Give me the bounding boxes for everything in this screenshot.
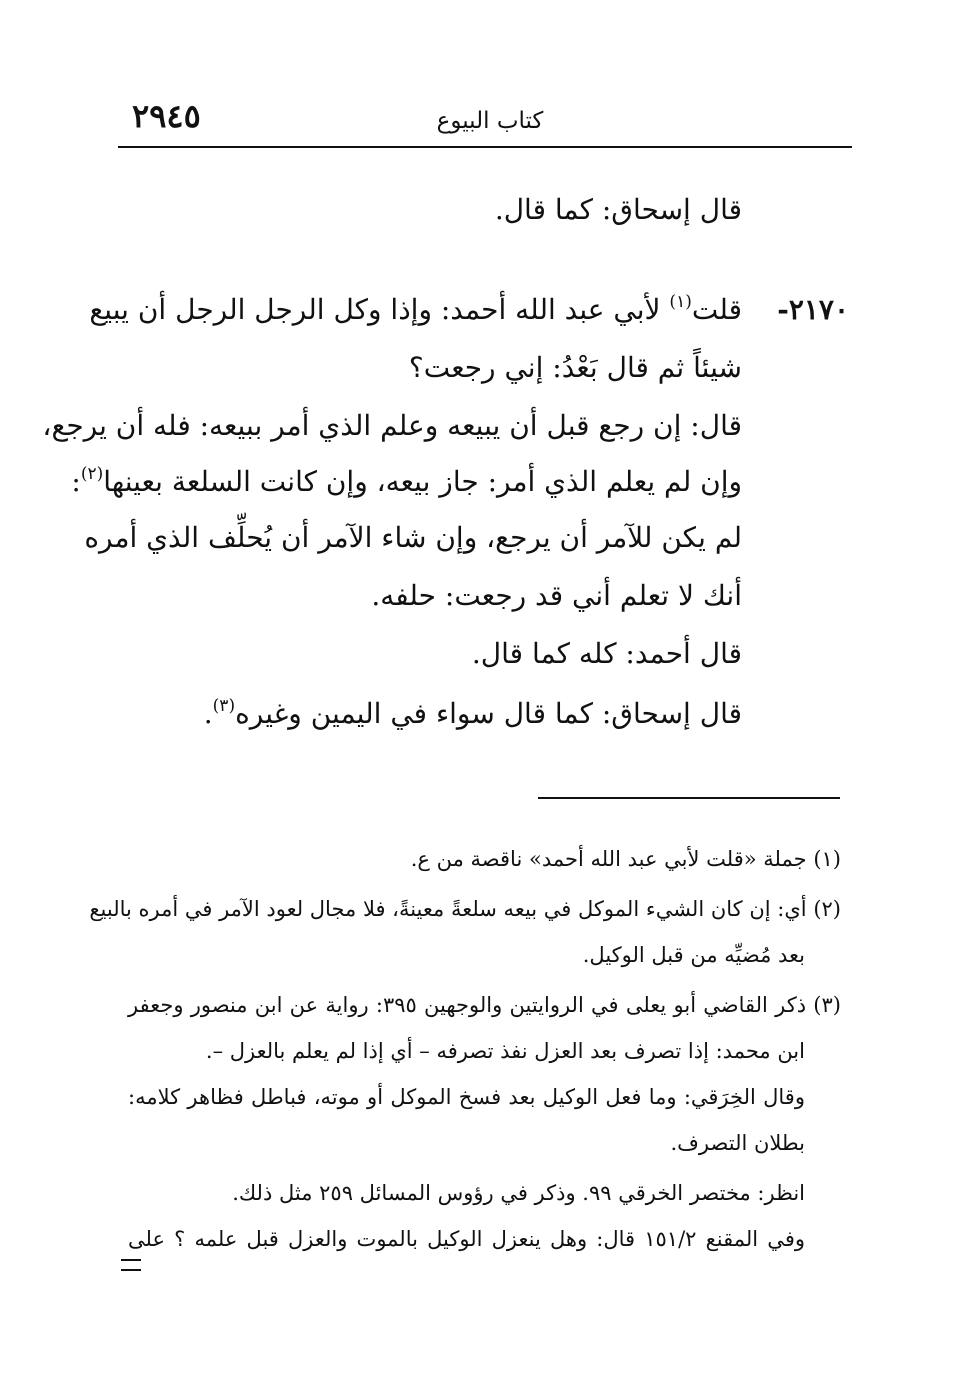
footnote-3-line-6: وفي المقنع ١٥١/٢ قال: وهل ينعزل الوكيل بالموت والعزل قبل علمه ؟ على xyxy=(128,1227,805,1251)
footnote-ref-2: (٢) xyxy=(80,464,104,484)
body-line-2: شيئاً ثم قال بَعْدُ: إني رجعت؟ xyxy=(408,351,742,384)
footnote-3-line-2: ابن محمد: إذا تصرف بعد العزل نفذ تصرفه – أي إذا لم يعلم بالعزل –. xyxy=(205,1039,805,1063)
body-line-3: قال: إن رجع قبل أن يبيعه وعلم الذي أمر ببيعه: فله أن يرجع، xyxy=(42,409,742,442)
body-line-4: وإن لم يعلم الذي أمر: جاز بيعه، وإن كانت السلعة بعينها$^{(٢)}$: xyxy=(71,464,742,498)
body-line-6: أنك لا تعلم أني قد رجعت: حلفه. xyxy=(371,579,742,612)
page-number: ٢٩٤٥ xyxy=(132,97,201,135)
footnote-2-continuation: بعد مُضيِّه من قبل الوكيل. xyxy=(582,943,805,967)
footnote-ref-3: (٣) xyxy=(212,696,236,716)
body-line-7: قال أحمد: كله كما قال. xyxy=(471,637,742,670)
footnote-1: (١) جملة «قلت لأبي عبد الله أحمد» ناقصة من ع. xyxy=(410,847,841,871)
body-line-8: قال إسحاق: كما قال سواء في اليمين وغيره$^{(٣)}$. xyxy=(203,696,742,730)
footnote-3-line-5: انظر: مختصر الخرقي ٩٩. وذكر في رؤوس المسائل ٢٥٩ مثل ذلك. xyxy=(232,1181,805,1205)
footnote-3: (٣) ذكر القاضي أبو يعلى في الروايتين والوجهين ٣٩٥: رواية عن ابن منصور وجعفر xyxy=(128,993,841,1017)
footnote-separator xyxy=(538,797,840,799)
entry-number: ٢١٧٠- xyxy=(777,293,849,326)
footnote-3-line-3: وقال الخِرَقي: وما فعل الوكيل بعد فسخ الموكل أو موته، فباطل فظاهر كلامه: xyxy=(128,1085,805,1109)
footnote-3-line-4: بطلان التصرف. xyxy=(670,1131,805,1155)
continuation-mark xyxy=(121,1259,141,1271)
footnote-2: (٢) أي: إن كان الشيء الموكل في بيعه سلعةً معينةً، فلا مجال لعود الآمر في أمره بالبيع xyxy=(89,897,841,921)
header-divider xyxy=(118,146,852,148)
body-line-1: قلت$^{(١)}$ لأبي عبد الله أحمد: وإذا وكل الرجل الرجل أن يبيع xyxy=(89,292,742,326)
intro-line: قال إسحاق: كما قال. xyxy=(494,193,742,226)
running-head-title: كتاب البيوع xyxy=(436,108,544,134)
body-line-5: لم يكن للآمر أن يرجع، وإن شاء الآمر أن يُحلِّف الذي أمره xyxy=(84,521,742,554)
footnote-ref-1: (١) xyxy=(669,292,692,312)
